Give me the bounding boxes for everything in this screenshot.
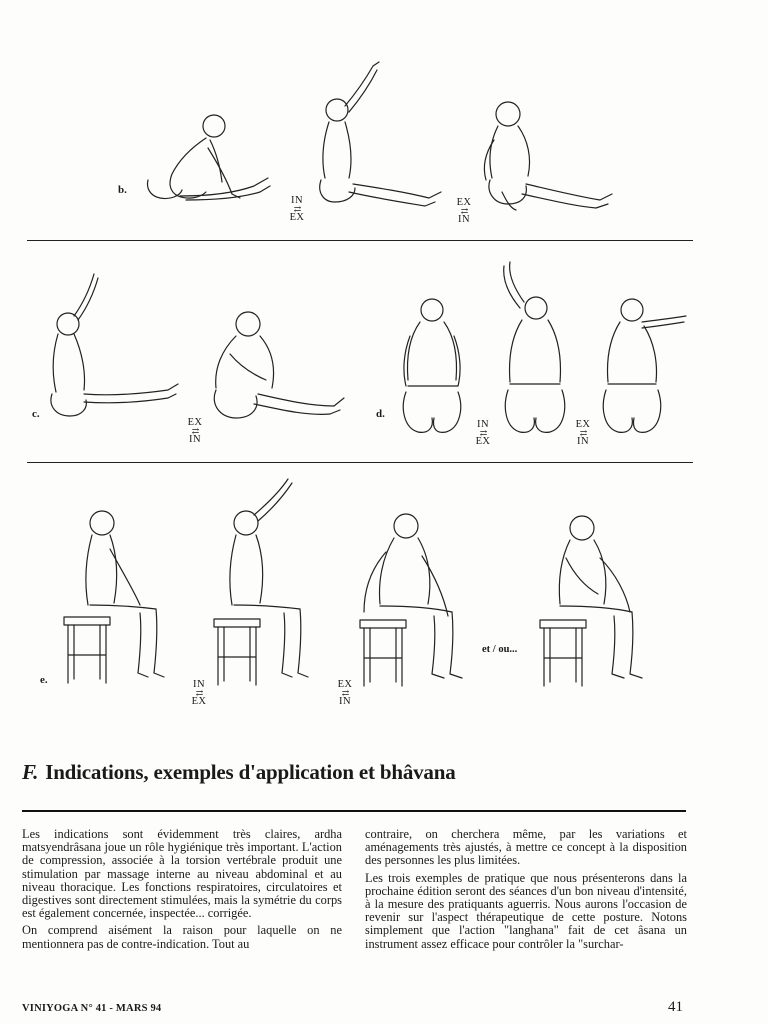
breath-marker-b2 [453, 198, 475, 224]
breath-marker-e2 [334, 680, 356, 706]
illustration-d1-kneeling [398, 296, 468, 441]
body-column-left [22, 828, 342, 955]
breath-arrows-icon: ⇄ [195, 687, 203, 698]
section-title: Indications, exemples d'application et bhâvana [45, 760, 456, 784]
breath-arrows-icon: ⇄ [579, 427, 587, 438]
illustration-e2-seated-arm-raised [208, 473, 338, 690]
body-column-right [365, 828, 687, 955]
body-paragraph: Les trois exemples de pratique que nous présenterons dans la prochaine édition seront des séances d'un bon niveau d'intensité, à la mesure des pratiquants aguerris. Nous aurons l'occasion de revenir sur l'aspect thérapeutique de cette posture. Notons simplement que l'action "langhana" fait de cet âsana un instrument assez efficace pour contrôler la "surchar- [365, 870, 687, 951]
breath-ex-label: EX [337, 679, 353, 690]
breath-in-label: IN [477, 419, 489, 430]
heading-rule [22, 810, 686, 812]
divider-rule-2 [27, 462, 693, 463]
breath-arrows-icon: ⇄ [293, 203, 301, 214]
body-paragraph: Les indications sont évidemment très claires, ardha matsyendrâsana joue un rôle hygiénique très important. L'action de compression, associée à la torsion vertébrale produit une stimulation par massage interne au niveau abdominal et au niveau thoracique. Les fonctions respiratoires, circulatoires et digestives sont directement stimulées, mais la symétrie du corps est également concernée, inspectée... corrigée. [22, 827, 342, 921]
breath-marker-b1 [286, 196, 308, 222]
breath-arrows-icon: ⇄ [479, 427, 487, 438]
breath-marker-e1 [188, 680, 210, 706]
illustration-b1-forward-reach [136, 108, 276, 208]
body-paragraph: contraire, on cherchera même, par les variations et aménagements très ajustés, à mettre ce concept à la disposition des personnes les plus limitées. [365, 827, 687, 868]
breath-arrows-icon: ⇄ [460, 205, 468, 216]
body-paragraph: On comprend aisément la raison pour laquelle on ne mentionnera pas de contre-indication. Tout au [22, 923, 342, 951]
footer-journal: VINIYOGA N° 41 - MARS 94 [22, 1003, 162, 1014]
row-label-c: c. [32, 408, 40, 420]
page-number: 41 [668, 999, 683, 1015]
illustration-e4-seated-twist-alt [536, 512, 661, 690]
section-letter: F. [22, 760, 39, 784]
breath-ex-label: EX [456, 197, 472, 208]
breath-ex-label: EX [191, 695, 207, 707]
alternative-caption: et / ou... [482, 644, 518, 655]
illustration-c2-twist-back [200, 310, 350, 430]
breath-ex-label: EX [575, 419, 591, 430]
breath-arrows-icon: ⇄ [191, 425, 199, 436]
row-label-b: b. [118, 184, 127, 196]
illustration-b3-twist [472, 96, 622, 216]
illustration-b2-arm-raised [305, 60, 450, 210]
breath-marker-d2 [572, 420, 594, 446]
divider-rule-1 [27, 240, 693, 241]
breath-in-label: IN [458, 213, 470, 225]
section-heading [22, 760, 702, 785]
breath-in-label: IN [193, 679, 205, 690]
illustration-e1-seated-chair [60, 505, 185, 690]
illustration-c1-arm-raised [44, 268, 184, 428]
breath-ex-label: EX [187, 417, 203, 428]
breath-in-label: IN [339, 695, 351, 707]
breath-ex-label: EX [475, 435, 491, 447]
breath-in-label: IN [291, 195, 303, 206]
illustration-e3-seated-twist [352, 508, 482, 690]
breath-arrows-icon: ⇄ [341, 687, 349, 698]
breath-in-label: IN [577, 435, 589, 447]
breath-ex-label: EX [289, 211, 305, 223]
breath-in-label: IN [189, 433, 201, 445]
breath-marker-c1 [184, 418, 206, 444]
breath-marker-d1 [472, 420, 494, 446]
illustration-d2-kneeling-arm-raised [484, 258, 574, 443]
row-label-d: d. [376, 408, 385, 420]
row-label-e: e. [40, 674, 48, 686]
illustration-d3-kneeling-twist [598, 296, 693, 441]
